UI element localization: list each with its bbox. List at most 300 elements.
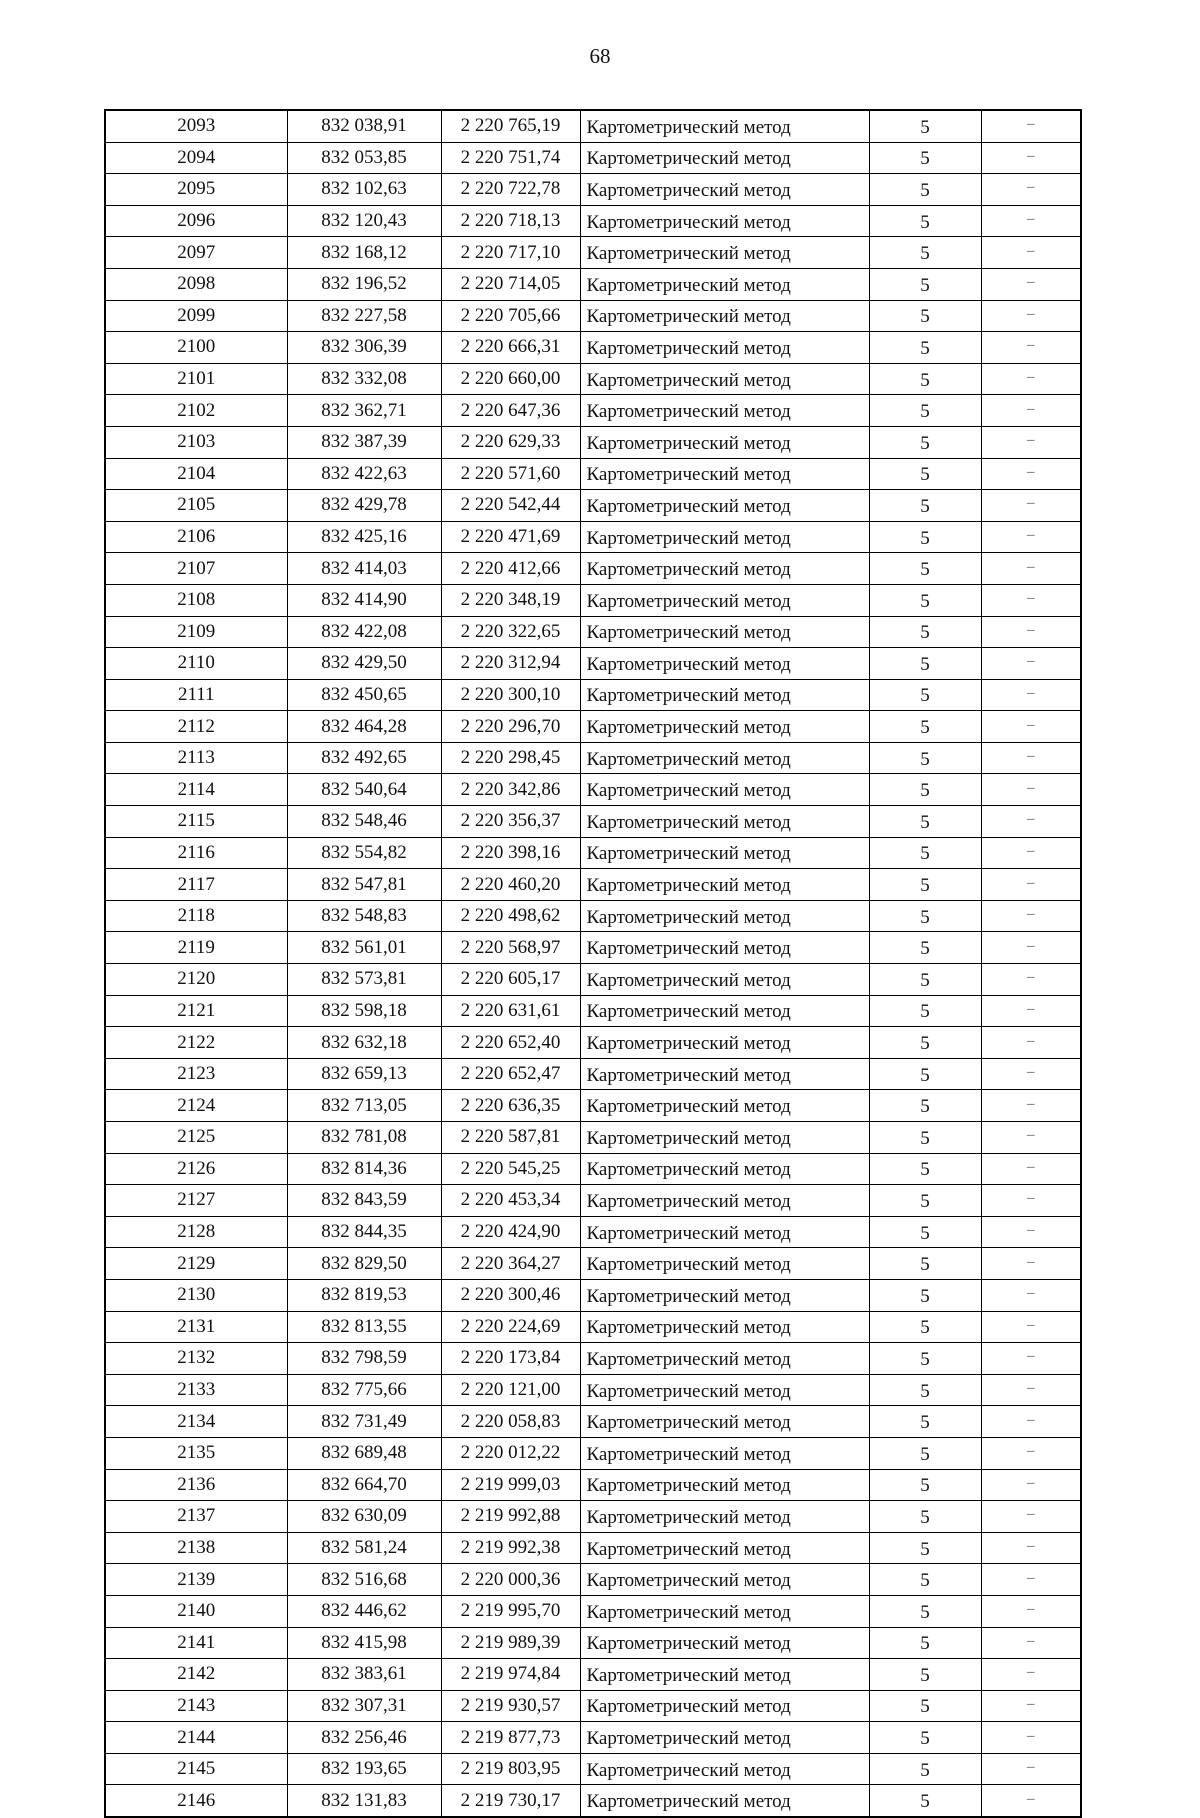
method-cell: Картометрический метод [580, 458, 869, 490]
method-cell: Картометрический метод [580, 1564, 869, 1596]
dash-cell: – [981, 1185, 1081, 1217]
method-cell: Картометрический метод [580, 1437, 869, 1469]
table-row [105, 1185, 1081, 1217]
method-cell: Картометрический метод [580, 363, 869, 395]
accuracy-cell: 5 [869, 648, 981, 680]
point-number-cell: 2111 [105, 679, 287, 711]
dash-cell: – [981, 1311, 1081, 1343]
point-number-cell: 2143 [105, 1690, 287, 1722]
x-coordinate-cell: 832 053,85 [287, 142, 441, 174]
table-row [105, 1216, 1081, 1248]
x-coordinate-cell: 832 814,36 [287, 1153, 441, 1185]
point-number-cell: 2110 [105, 648, 287, 680]
table-row [105, 837, 1081, 869]
x-coordinate-cell: 832 573,81 [287, 964, 441, 996]
point-number-cell: 2136 [105, 1469, 287, 1501]
dash-cell: – [981, 1058, 1081, 1090]
x-coordinate-cell: 832 798,59 [287, 1343, 441, 1375]
accuracy-cell: 5 [869, 1532, 981, 1564]
dash-cell: – [981, 584, 1081, 616]
table-row [105, 1564, 1081, 1596]
y-coordinate-cell: 2 220 666,31 [441, 332, 580, 364]
table-row [105, 1753, 1081, 1785]
page-number: 68 [589, 44, 611, 68]
method-cell: Картометрический метод [580, 616, 869, 648]
x-coordinate-cell: 832 227,58 [287, 300, 441, 332]
y-coordinate-cell: 2 220 398,16 [441, 837, 580, 869]
y-coordinate-cell: 2 220 765,19 [441, 110, 580, 142]
dash-cell: – [981, 1216, 1081, 1248]
x-coordinate-cell: 832 630,09 [287, 1501, 441, 1533]
y-coordinate-cell: 2 220 605,17 [441, 964, 580, 996]
dash-cell: – [981, 110, 1081, 142]
method-cell: Картометрический метод [580, 237, 869, 269]
method-cell: Картометрический метод [580, 300, 869, 332]
table-row [105, 679, 1081, 711]
y-coordinate-cell: 2 220 296,70 [441, 711, 580, 743]
accuracy-cell: 5 [869, 1659, 981, 1691]
y-coordinate-cell: 2 220 322,65 [441, 616, 580, 648]
method-cell: Картометрический метод [580, 1690, 869, 1722]
dash-cell: – [981, 1122, 1081, 1154]
dash-cell: – [981, 174, 1081, 206]
method-cell: Картометрический метод [580, 584, 869, 616]
method-cell: Картометрический метод [580, 1058, 869, 1090]
x-coordinate-cell: 832 415,98 [287, 1627, 441, 1659]
point-number-cell: 2116 [105, 837, 287, 869]
y-coordinate-cell: 2 219 930,57 [441, 1690, 580, 1722]
point-number-cell: 2132 [105, 1343, 287, 1375]
y-coordinate-cell: 2 220 751,74 [441, 142, 580, 174]
y-coordinate-cell: 2 219 974,84 [441, 1659, 580, 1691]
dash-cell: – [981, 142, 1081, 174]
x-coordinate-cell: 832 492,65 [287, 742, 441, 774]
dash-cell: – [981, 995, 1081, 1027]
accuracy-cell: 5 [869, 1753, 981, 1785]
dash-cell: – [981, 1090, 1081, 1122]
point-number-cell: 2119 [105, 932, 287, 964]
x-coordinate-cell: 832 193,65 [287, 1753, 441, 1785]
point-number-cell: 2102 [105, 395, 287, 427]
method-cell: Картометрический метод [580, 1122, 869, 1154]
method-cell: Картометрический метод [580, 837, 869, 869]
method-cell: Картометрический метод [580, 1248, 869, 1280]
x-coordinate-cell: 832 632,18 [287, 1027, 441, 1059]
method-cell: Картометрический метод [580, 1027, 869, 1059]
accuracy-cell: 5 [869, 1469, 981, 1501]
dash-cell: – [981, 1722, 1081, 1754]
x-coordinate-cell: 832 429,78 [287, 490, 441, 522]
method-cell: Картометрический метод [580, 995, 869, 1027]
accuracy-cell: 5 [869, 1122, 981, 1154]
table-row [105, 1437, 1081, 1469]
point-number-cell: 2104 [105, 458, 287, 490]
y-coordinate-cell: 2 220 571,60 [441, 458, 580, 490]
dash-cell: – [981, 426, 1081, 458]
accuracy-cell: 5 [869, 490, 981, 522]
method-cell: Картометрический метод [580, 553, 869, 585]
table-row [105, 363, 1081, 395]
x-coordinate-cell: 832 422,63 [287, 458, 441, 490]
table-row [105, 1090, 1081, 1122]
accuracy-cell: 5 [869, 679, 981, 711]
dash-cell: – [981, 458, 1081, 490]
table-row [105, 1153, 1081, 1185]
dash-cell: – [981, 332, 1081, 364]
x-coordinate-cell: 832 422,08 [287, 616, 441, 648]
dash-cell: – [981, 553, 1081, 585]
y-coordinate-cell: 2 220 412,66 [441, 553, 580, 585]
point-number-cell: 2101 [105, 363, 287, 395]
accuracy-cell: 5 [869, 205, 981, 237]
x-coordinate-cell: 832 731,49 [287, 1406, 441, 1438]
x-coordinate-cell: 832 561,01 [287, 932, 441, 964]
x-coordinate-cell: 832 414,03 [287, 553, 441, 585]
dash-cell: – [981, 679, 1081, 711]
y-coordinate-cell: 2 220 312,94 [441, 648, 580, 680]
accuracy-cell: 5 [869, 1595, 981, 1627]
dash-cell: – [981, 806, 1081, 838]
y-coordinate-cell: 2 220 000,36 [441, 1564, 580, 1596]
point-number-cell: 2094 [105, 142, 287, 174]
table-row [105, 1279, 1081, 1311]
point-number-cell: 2112 [105, 711, 287, 743]
x-coordinate-cell: 832 689,48 [287, 1437, 441, 1469]
x-coordinate-cell: 832 383,61 [287, 1659, 441, 1691]
x-coordinate-cell: 832 038,91 [287, 110, 441, 142]
point-number-cell: 2135 [105, 1437, 287, 1469]
accuracy-cell: 5 [869, 521, 981, 553]
accuracy-cell: 5 [869, 584, 981, 616]
point-number-cell: 2133 [105, 1374, 287, 1406]
method-cell: Картометрический метод [580, 1659, 869, 1691]
point-number-cell: 2124 [105, 1090, 287, 1122]
y-coordinate-cell: 2 220 300,10 [441, 679, 580, 711]
accuracy-cell: 5 [869, 332, 981, 364]
method-cell: Картометрический метод [580, 1627, 869, 1659]
method-cell: Картометрический метод [580, 869, 869, 901]
point-number-cell: 2095 [105, 174, 287, 206]
dash-cell: – [981, 395, 1081, 427]
table-row [105, 1627, 1081, 1659]
method-cell: Картометрический метод [580, 332, 869, 364]
accuracy-cell: 5 [869, 774, 981, 806]
point-number-cell: 2126 [105, 1153, 287, 1185]
y-coordinate-cell: 2 220 460,20 [441, 869, 580, 901]
y-coordinate-cell: 2 220 718,13 [441, 205, 580, 237]
point-number-cell: 2128 [105, 1216, 287, 1248]
point-number-cell: 2125 [105, 1122, 287, 1154]
point-number-cell: 2134 [105, 1406, 287, 1438]
method-cell: Картометрический метод [580, 1722, 869, 1754]
x-coordinate-cell: 832 813,55 [287, 1311, 441, 1343]
accuracy-cell: 5 [869, 1248, 981, 1280]
x-coordinate-cell: 832 548,83 [287, 900, 441, 932]
method-cell: Картометрический метод [580, 426, 869, 458]
x-coordinate-cell: 832 819,53 [287, 1279, 441, 1311]
accuracy-cell: 5 [869, 1058, 981, 1090]
x-coordinate-cell: 832 168,12 [287, 237, 441, 269]
table-row [105, 1595, 1081, 1627]
point-number-cell: 2138 [105, 1532, 287, 1564]
method-cell: Картометрический метод [580, 142, 869, 174]
accuracy-cell: 5 [869, 1690, 981, 1722]
accuracy-cell: 5 [869, 142, 981, 174]
point-number-cell: 2109 [105, 616, 287, 648]
accuracy-cell: 5 [869, 1374, 981, 1406]
table-row [105, 1343, 1081, 1375]
y-coordinate-cell: 2 219 995,70 [441, 1595, 580, 1627]
table-row [105, 237, 1081, 269]
x-coordinate-cell: 832 429,50 [287, 648, 441, 680]
table-row [105, 553, 1081, 585]
accuracy-cell: 5 [869, 711, 981, 743]
table-row [105, 1406, 1081, 1438]
dash-cell: – [981, 900, 1081, 932]
point-number-cell: 2130 [105, 1279, 287, 1311]
method-cell: Картометрический метод [580, 1343, 869, 1375]
x-coordinate-cell: 832 664,70 [287, 1469, 441, 1501]
x-coordinate-cell: 832 120,43 [287, 205, 441, 237]
y-coordinate-cell: 2 220 364,27 [441, 1248, 580, 1280]
accuracy-cell: 5 [869, 869, 981, 901]
y-coordinate-cell: 2 220 012,22 [441, 1437, 580, 1469]
point-number-cell: 2142 [105, 1659, 287, 1691]
point-number-cell: 2105 [105, 490, 287, 522]
accuracy-cell: 5 [869, 174, 981, 206]
x-coordinate-cell: 832 659,13 [287, 1058, 441, 1090]
accuracy-cell: 5 [869, 1437, 981, 1469]
accuracy-cell: 5 [869, 1406, 981, 1438]
dash-cell: – [981, 490, 1081, 522]
point-number-cell: 2141 [105, 1627, 287, 1659]
y-coordinate-cell: 2 220 224,69 [441, 1311, 580, 1343]
method-cell: Картометрический метод [580, 711, 869, 743]
method-cell: Картометрический метод [580, 268, 869, 300]
dash-cell: – [981, 237, 1081, 269]
dash-cell: – [981, 1027, 1081, 1059]
y-coordinate-cell: 2 219 730,17 [441, 1785, 580, 1817]
x-coordinate-cell: 832 387,39 [287, 426, 441, 458]
table-row [105, 1027, 1081, 1059]
y-coordinate-cell: 2 220 705,66 [441, 300, 580, 332]
table-row [105, 1122, 1081, 1154]
table-row [105, 711, 1081, 743]
accuracy-cell: 5 [869, 426, 981, 458]
point-number-cell: 2098 [105, 268, 287, 300]
table-row [105, 932, 1081, 964]
accuracy-cell: 5 [869, 458, 981, 490]
dash-cell: – [981, 1627, 1081, 1659]
dash-cell: – [981, 1753, 1081, 1785]
table-row [105, 426, 1081, 458]
dash-cell: – [981, 1279, 1081, 1311]
x-coordinate-cell: 832 547,81 [287, 869, 441, 901]
dash-cell: – [981, 869, 1081, 901]
accuracy-cell: 5 [869, 1216, 981, 1248]
dash-cell: – [981, 837, 1081, 869]
y-coordinate-cell: 2 220 471,69 [441, 521, 580, 553]
table-row [105, 1690, 1081, 1722]
table-row [105, 616, 1081, 648]
dash-cell: – [981, 1374, 1081, 1406]
table-row [105, 1785, 1081, 1817]
x-coordinate-cell: 832 332,08 [287, 363, 441, 395]
accuracy-cell: 5 [869, 1722, 981, 1754]
point-number-cell: 2093 [105, 110, 287, 142]
table-row [105, 1469, 1081, 1501]
y-coordinate-cell: 2 220 342,86 [441, 774, 580, 806]
method-cell: Картометрический метод [580, 174, 869, 206]
accuracy-cell: 5 [869, 900, 981, 932]
method-cell: Картометрический метод [580, 1279, 869, 1311]
point-number-cell: 2103 [105, 426, 287, 458]
table-row [105, 110, 1081, 142]
y-coordinate-cell: 2 220 652,40 [441, 1027, 580, 1059]
x-coordinate-cell: 832 554,82 [287, 837, 441, 869]
x-coordinate-cell: 832 581,24 [287, 1532, 441, 1564]
coordinates-table [104, 109, 1082, 1818]
x-coordinate-cell: 832 548,46 [287, 806, 441, 838]
method-cell: Картометрический метод [580, 110, 869, 142]
accuracy-cell: 5 [869, 1564, 981, 1596]
y-coordinate-cell: 2 219 992,38 [441, 1532, 580, 1564]
table-row [105, 900, 1081, 932]
table-row [105, 142, 1081, 174]
accuracy-cell: 5 [869, 1279, 981, 1311]
dash-cell: – [981, 964, 1081, 996]
dash-cell: – [981, 363, 1081, 395]
y-coordinate-cell: 2 220 356,37 [441, 806, 580, 838]
y-coordinate-cell: 2 220 647,36 [441, 395, 580, 427]
point-number-cell: 2106 [105, 521, 287, 553]
point-number-cell: 2097 [105, 237, 287, 269]
accuracy-cell: 5 [869, 995, 981, 1027]
point-number-cell: 2096 [105, 205, 287, 237]
dash-cell: – [981, 1406, 1081, 1438]
method-cell: Картометрический метод [580, 395, 869, 427]
dash-cell: – [981, 1690, 1081, 1722]
table-row [105, 300, 1081, 332]
accuracy-cell: 5 [869, 1343, 981, 1375]
dash-cell: – [981, 1343, 1081, 1375]
y-coordinate-cell: 2 220 660,00 [441, 363, 580, 395]
y-coordinate-cell: 2 220 348,19 [441, 584, 580, 616]
table-row [105, 995, 1081, 1027]
dash-cell: – [981, 774, 1081, 806]
point-number-cell: 2144 [105, 1722, 287, 1754]
table-row [105, 332, 1081, 364]
table-row [105, 1374, 1081, 1406]
table-row [105, 458, 1081, 490]
point-number-cell: 2099 [105, 300, 287, 332]
accuracy-cell: 5 [869, 553, 981, 585]
accuracy-cell: 5 [869, 1027, 981, 1059]
point-number-cell: 2139 [105, 1564, 287, 1596]
y-coordinate-cell: 2 220 121,00 [441, 1374, 580, 1406]
y-coordinate-cell: 2 220 631,61 [441, 995, 580, 1027]
y-coordinate-cell: 2 220 173,84 [441, 1343, 580, 1375]
method-cell: Картометрический метод [580, 521, 869, 553]
accuracy-cell: 5 [869, 1090, 981, 1122]
x-coordinate-cell: 832 450,65 [287, 679, 441, 711]
table-row [105, 1659, 1081, 1691]
y-coordinate-cell: 2 220 717,10 [441, 237, 580, 269]
x-coordinate-cell: 832 414,90 [287, 584, 441, 616]
dash-cell: – [981, 932, 1081, 964]
y-coordinate-cell: 2 220 300,46 [441, 1279, 580, 1311]
accuracy-cell: 5 [869, 268, 981, 300]
table-row [105, 1311, 1081, 1343]
dash-cell: – [981, 1248, 1081, 1280]
method-cell: Картометрический метод [580, 1753, 869, 1785]
x-coordinate-cell: 832 102,63 [287, 174, 441, 206]
y-coordinate-cell: 2 220 568,97 [441, 932, 580, 964]
table-row [105, 490, 1081, 522]
method-cell: Картометрический метод [580, 648, 869, 680]
y-coordinate-cell: 2 220 058,83 [441, 1406, 580, 1438]
accuracy-cell: 5 [869, 1311, 981, 1343]
point-number-cell: 2123 [105, 1058, 287, 1090]
method-cell: Картометрический метод [580, 964, 869, 996]
x-coordinate-cell: 832 362,71 [287, 395, 441, 427]
x-coordinate-cell: 832 425,16 [287, 521, 441, 553]
y-coordinate-cell: 2 220 722,78 [441, 174, 580, 206]
point-number-cell: 2122 [105, 1027, 287, 1059]
table-row [105, 584, 1081, 616]
dash-cell: – [981, 711, 1081, 743]
method-cell: Картометрический метод [580, 1406, 869, 1438]
dash-cell: – [981, 268, 1081, 300]
table-row [105, 521, 1081, 553]
table-row [105, 1722, 1081, 1754]
dash-cell: – [981, 205, 1081, 237]
accuracy-cell: 5 [869, 1185, 981, 1217]
table-row [105, 395, 1081, 427]
x-coordinate-cell: 832 843,59 [287, 1185, 441, 1217]
accuracy-cell: 5 [869, 395, 981, 427]
point-number-cell: 2115 [105, 806, 287, 838]
method-cell: Картометрический метод [580, 1185, 869, 1217]
dash-cell: – [981, 1153, 1081, 1185]
accuracy-cell: 5 [869, 742, 981, 774]
table-row [105, 1501, 1081, 1533]
y-coordinate-cell: 2 220 545,25 [441, 1153, 580, 1185]
point-number-cell: 2107 [105, 553, 287, 585]
accuracy-cell: 5 [869, 806, 981, 838]
point-number-cell: 2108 [105, 584, 287, 616]
x-coordinate-cell: 832 464,28 [287, 711, 441, 743]
point-number-cell: 2120 [105, 964, 287, 996]
table-row [105, 869, 1081, 901]
method-cell: Картометрический метод [580, 679, 869, 711]
accuracy-cell: 5 [869, 964, 981, 996]
method-cell: Картометрический метод [580, 1153, 869, 1185]
dash-cell: – [981, 1659, 1081, 1691]
method-cell: Картометрический метод [580, 205, 869, 237]
dash-cell: – [981, 300, 1081, 332]
x-coordinate-cell: 832 306,39 [287, 332, 441, 364]
coordinates-table-body [105, 110, 1081, 1817]
table-row [105, 1248, 1081, 1280]
method-cell: Картометрический метод [580, 806, 869, 838]
method-cell: Картометрический метод [580, 1595, 869, 1627]
y-coordinate-cell: 2 220 542,44 [441, 490, 580, 522]
table-row [105, 1532, 1081, 1564]
method-cell: Картометрический метод [580, 742, 869, 774]
point-number-cell: 2140 [105, 1595, 287, 1627]
x-coordinate-cell: 832 540,64 [287, 774, 441, 806]
